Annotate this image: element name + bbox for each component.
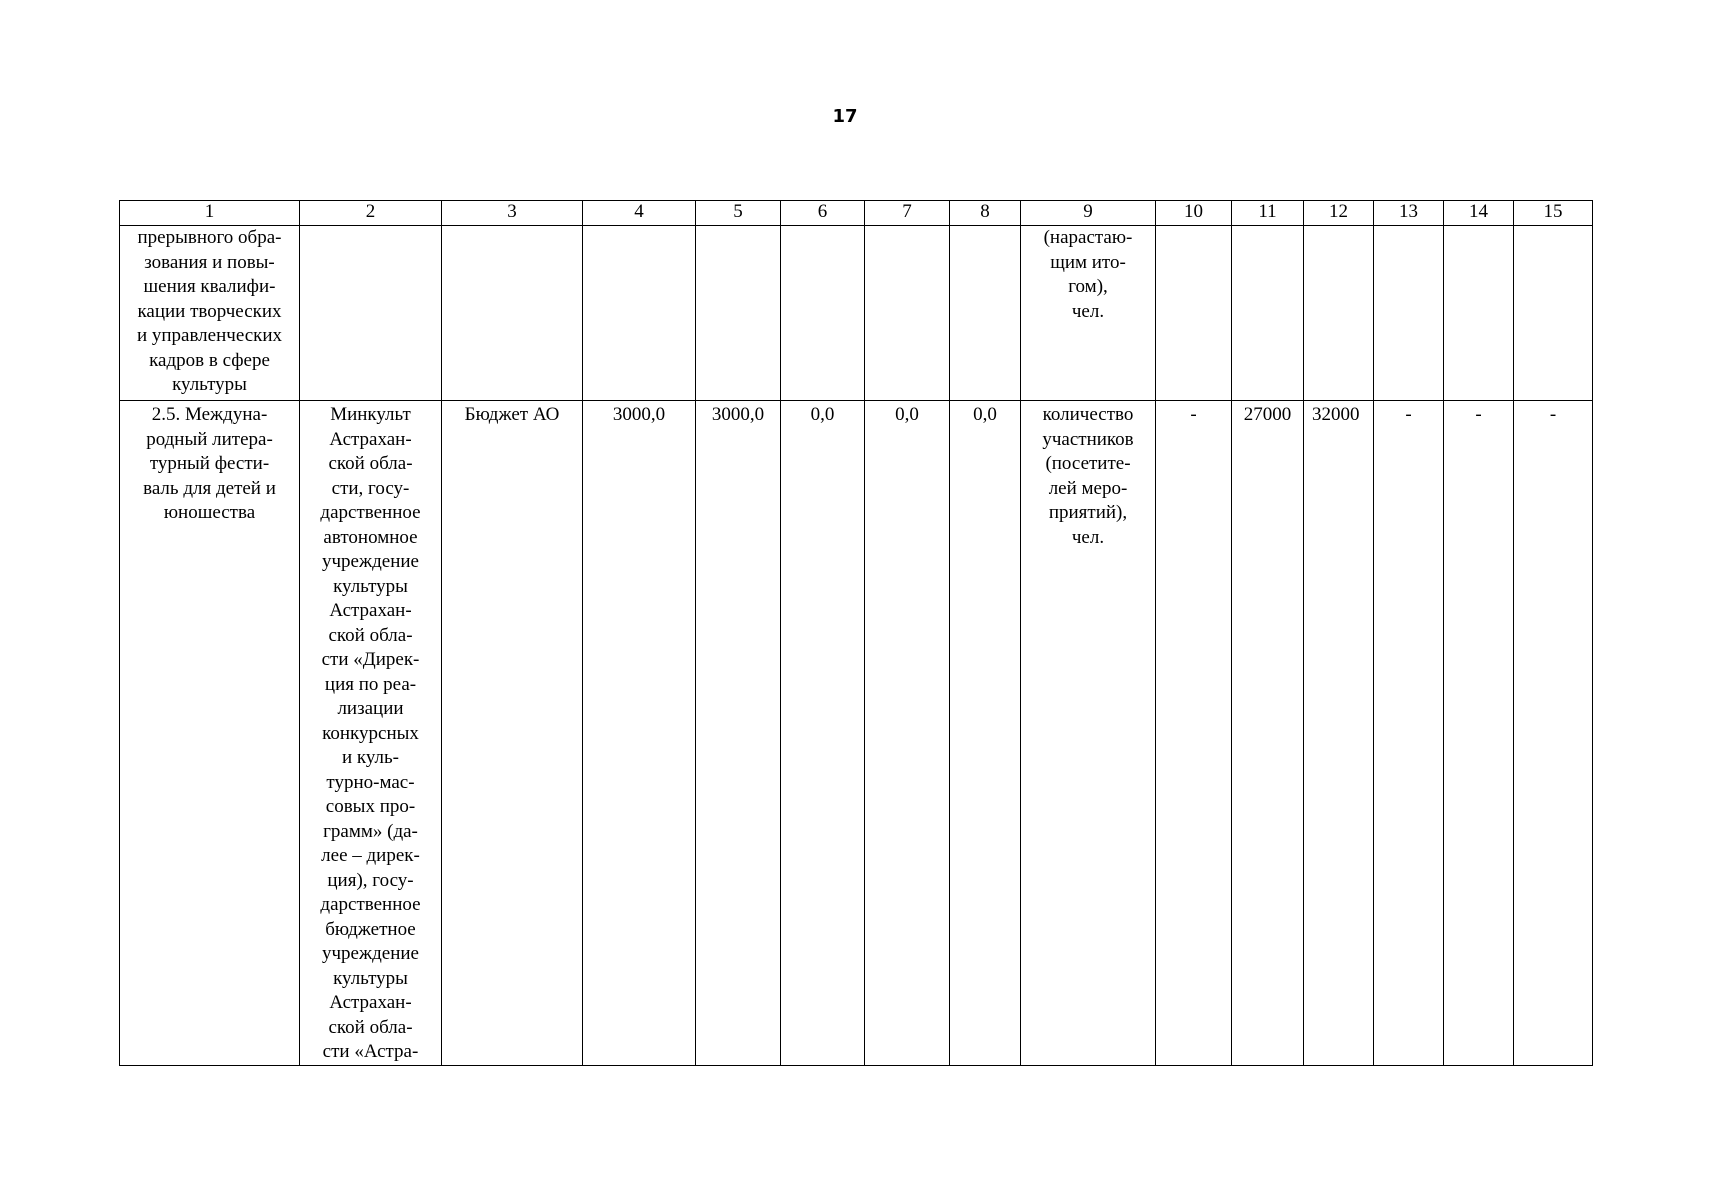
column-header: 14 bbox=[1444, 201, 1514, 226]
column-header: 1 bbox=[120, 201, 300, 226]
value-cell bbox=[1444, 401, 1514, 1066]
amount-total: 3000,0 bbox=[612, 404, 666, 425]
empty-cell bbox=[1374, 226, 1444, 401]
column-header: 11 bbox=[1232, 201, 1304, 226]
empty-cell bbox=[950, 226, 1021, 401]
amount-total-cell bbox=[583, 401, 696, 1066]
value-cell bbox=[1514, 401, 1593, 1066]
funding-source-cell bbox=[442, 401, 583, 1066]
column-header: 7 bbox=[865, 201, 950, 226]
amount-year3: 0,0 bbox=[895, 404, 919, 425]
column-header: 13 bbox=[1374, 201, 1444, 226]
activity-name-continuation: прерывного обра- зования и повы- шения квалифи- кации творческих и управленческих кадров в сфере культуры bbox=[136, 227, 283, 395]
empty-cell bbox=[1514, 226, 1593, 401]
continuation-row bbox=[120, 226, 1593, 401]
amount-year1: 3000,0 bbox=[711, 404, 765, 425]
amount-year4: 0,0 bbox=[973, 404, 997, 425]
program-table bbox=[119, 200, 1593, 1066]
column-header: 12 bbox=[1304, 201, 1374, 226]
value-col15: - bbox=[1549, 404, 1557, 425]
activity-name: 2.5. Междуна- родный литера- турный фести- валь для детей и юношества bbox=[143, 404, 276, 523]
empty-cell bbox=[1304, 226, 1374, 401]
indicator-cell bbox=[1021, 401, 1156, 1066]
amount-year2-cell bbox=[781, 401, 865, 1066]
executor-cell bbox=[300, 401, 442, 1066]
activity-name-cell bbox=[120, 401, 300, 1066]
amount-year3-cell bbox=[865, 401, 950, 1066]
amount-year4-cell bbox=[950, 401, 1021, 1066]
value-col10: - bbox=[1190, 404, 1197, 425]
column-header: 10 bbox=[1156, 201, 1232, 226]
empty-cell bbox=[1444, 226, 1514, 401]
value-col14: - bbox=[1475, 404, 1482, 425]
table-row bbox=[120, 401, 1593, 1066]
empty-cell bbox=[1232, 226, 1304, 401]
value-cell bbox=[1156, 401, 1232, 1066]
value-cell bbox=[1232, 401, 1304, 1066]
indicator-cell bbox=[1021, 226, 1156, 401]
indicator-continuation: (нарастаю- щим ито- гом), чел. bbox=[1043, 227, 1133, 322]
amount-year2: 0,0 bbox=[810, 404, 835, 425]
value-cell bbox=[1304, 401, 1374, 1066]
value-col12: 32000 bbox=[1312, 404, 1360, 425]
activity-name-cell bbox=[120, 226, 300, 401]
value-cell bbox=[1374, 401, 1444, 1066]
empty-cell bbox=[583, 226, 696, 401]
column-header: 8 bbox=[950, 201, 1021, 226]
executor-text: Минкульт Астрахан- ской обла- сти, госу- дарственное автономное учреждение культуры Астрахан- ской обла- сти «Дирек- ция по реа- лизации конкурсных и куль- турно-мас- совых про- грамм» (да- лее – дирек- ция), госу- дарственное бюджетное учреждение культуры Астрахан- ской обла- сти «Астра- bbox=[320, 404, 421, 1062]
funding-source: Бюджет АО bbox=[464, 404, 560, 425]
column-header: 6 bbox=[781, 201, 865, 226]
column-header: 2 bbox=[300, 201, 442, 226]
empty-cell bbox=[865, 226, 950, 401]
column-header: 15 bbox=[1514, 201, 1593, 226]
empty-cell bbox=[781, 226, 865, 401]
column-header: 4 bbox=[583, 201, 696, 226]
empty-cell bbox=[300, 226, 442, 401]
amount-year1-cell bbox=[696, 401, 781, 1066]
column-header: 9 bbox=[1021, 201, 1156, 226]
empty-cell bbox=[442, 226, 583, 401]
empty-cell bbox=[696, 226, 781, 401]
column-header: 3 bbox=[442, 201, 583, 226]
empty-cell bbox=[1156, 226, 1232, 401]
page-number: 17 bbox=[832, 106, 858, 127]
column-number-row bbox=[120, 201, 1593, 226]
indicator-text: количество участников (посетите- лей меро- приятий), чел. bbox=[1042, 404, 1134, 548]
value-col13: - bbox=[1405, 404, 1412, 425]
column-header: 5 bbox=[696, 201, 781, 226]
value-col11: 27000 bbox=[1243, 404, 1292, 425]
